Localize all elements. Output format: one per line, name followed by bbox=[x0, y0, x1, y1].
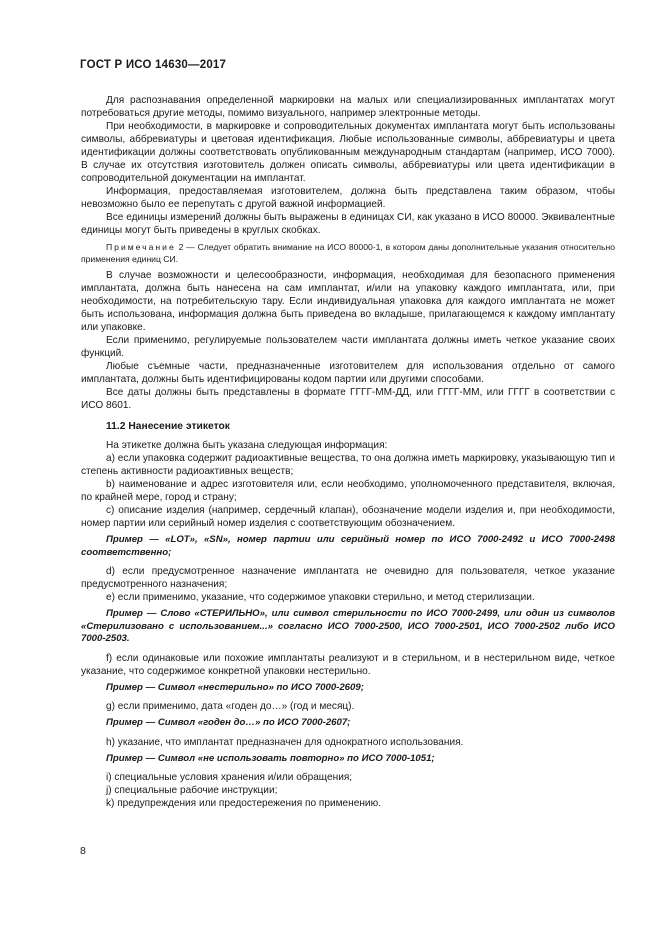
paragraph: При необходимости, в маркировке и сопроводительных документах имплантата могут быть использованы символы, аббревиатуры и цветовая идентификация. Любые использованные символы, аббревиатуры и цвета идентификации должны соответствовать опубликованным международным стандартам (например, ИСО 7000). В случае их отсутствия изготовитель должен описать символы, аббревиатуры или цвета идентификации в сопроводительной документации на имплантат. bbox=[81, 121, 615, 184]
example-1: Пример — «LOT», «SN», номер партии или серийный номер по ИСО 7000-2492 и ИСО 7000-2498 соответственно; bbox=[81, 534, 615, 558]
note bbox=[81, 241, 615, 265]
paragraph: Информация, предоставляемая изготовителем, должна быть представлена таким образом, чтобы невозможно было ее перепутать с другой важной информацией. bbox=[81, 186, 615, 210]
section-intro: На этикетке должна быть указана следующая информация: bbox=[106, 440, 388, 451]
list-item-b: b) наименование и адрес изготовителя или, если необходимо, уполномоченного представителя, включая, по крайней мере, город и страну; bbox=[81, 479, 615, 503]
note-text: 2 — Следует обратить внимание на ИСО 80000-1, в котором даны дополнительные указания относительно применения единиц СИ. bbox=[81, 242, 615, 264]
list-item-a: а) если упаковка содержит радиоактивные вещества, то она должна иметь маркировку, указывающую тип и степень активности радиоактивных веществ; bbox=[81, 453, 615, 477]
example-3: Пример — Символ «нестерильно» по ИСО 7000-2609; bbox=[106, 681, 364, 693]
note-label: Примечание bbox=[106, 242, 176, 252]
list-item-e: е) если применимо, указание, что содержимое упаковки стерильно, и метод стерилизации. bbox=[106, 592, 535, 603]
paragraph: Если применимо, регулируемые пользователем части имплантата должны иметь четкое указание своих функций. bbox=[81, 335, 615, 359]
list-item-f: f) если одинаковые или похожие имплантаты реализуют и в стерильном, и в нестерильном виде, четкое указание, что содержимое конкретной упаковки нестерильно. bbox=[81, 652, 615, 677]
example-4: Пример — Символ «годен до…» по ИСО 7000-2607; bbox=[106, 717, 351, 728]
list-item-k: k) предупреждения или предостережения по применению. bbox=[106, 798, 381, 809]
list-item-h: h) указание, что имплантат предназначен для однократного использования. bbox=[106, 736, 464, 748]
page-body bbox=[81, 94, 615, 810]
paragraph: Любые съемные части, предназначенные изготовителем для использования отдельно от самого имплантата, должны быть идентифицированы кодом партии или другими способами. bbox=[81, 361, 615, 385]
list-item-g: g) если применимо, дата «годен до…» (год и месяц). bbox=[106, 701, 355, 712]
paragraph: В случае возможности и целесообразности, информация, необходимая для безопасного применения имплантата, должна быть нанесена на сам имплантат, и/или на упаковку каждого имплантата, или, при необходимости, на потребительскую тару. Если индивидуальная упаковка для каждого имплантата не может быть использована, информация должна быть приведена во вкладыше, прилагающемся к каждому имплантату или упаковке. bbox=[81, 270, 615, 333]
list-item-j: j) специальные рабочие инструкции; bbox=[106, 785, 278, 796]
page-number: 8 bbox=[80, 845, 86, 857]
example-5: Пример — Символ «не использовать повторно» по ИСО 7000-1051; bbox=[106, 752, 435, 764]
list-item-i: i) специальные условия хранения и/или обращения; bbox=[106, 772, 353, 783]
paragraph: Все единицы измерений должны быть выражены в единицах СИ, как указано в ИСО 80000. Эквивалентные единицы могут быть приведены в круглых скобках. bbox=[81, 212, 615, 236]
paragraph: Для распознавания определенной маркировки на малых или специализированных имплантатах могут потребоваться другие методы, помимо визуального, например электронные методы. bbox=[81, 95, 615, 119]
section-heading: 11.2 Нанесение этикеток bbox=[106, 421, 230, 432]
list-item-c: с) описание изделия (например, сердечный клапан), обозначение модели изделия и, при необходимости, номер партии или серийный номер изделия с соответствующим обозначением. bbox=[81, 505, 615, 529]
list-item-d: d) если предусмотренное назначение имплантата не очевидно для пользователя, четкое указание предусмотренного назначения; bbox=[81, 566, 615, 590]
document-header: ГОСТ Р ИСО 14630—2017 bbox=[80, 59, 227, 71]
example-2: Пример — Слово «СТЕРИЛЬНО», или символ стерильности по ИСО 7000-2499, или один из символов «Стерилизовано с использованием...» согласно ИСО 7000-2500, ИСО 7000-2501, ИСО 7000-2502 либо ИСО 7000-2503. bbox=[81, 608, 615, 644]
paragraph: Все даты должны быть представлены в формате ГГГГ-ММ-ДД, или ГГГГ-ММ, или ГГГГ в соответствии с ИСО 8601. bbox=[81, 387, 615, 411]
